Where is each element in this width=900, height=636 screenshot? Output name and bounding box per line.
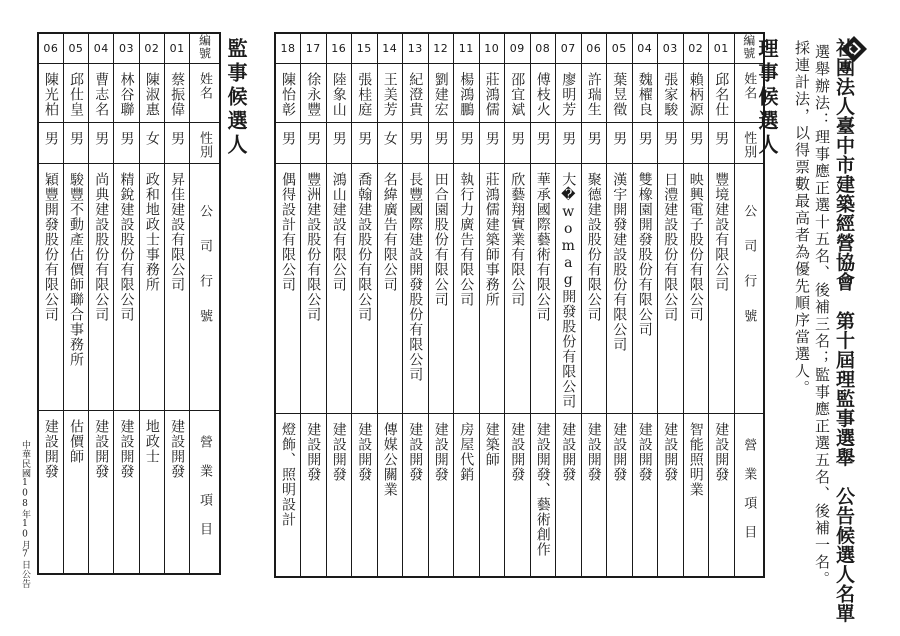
candidate-number: 06 [581,33,607,64]
candidate-name-cell [63,64,88,123]
candidate-name: 徐永豐 [305,72,322,117]
candidate-number: 17 [301,33,327,64]
candidate-company: 聚德建設股份有限公司 [585,172,602,322]
candidate-name-cell [164,64,189,123]
header-business: 營業項目 [197,435,213,551]
candidate-business-cell [89,411,114,575]
candidate-name: 陳怡彰 [280,72,296,117]
candidate-name: 曹志名 [93,72,110,117]
candidate-business-cell [377,414,403,578]
number-row [275,33,764,64]
candidate-business: 建設開發 [118,419,135,479]
candidate-company-cell [632,164,658,414]
candidate-business-cell [63,411,88,575]
candidate-company: 偶得設計有限公司 [280,172,296,292]
candidate-company: 映興電子股份有限公司 [687,172,704,322]
candidate-business-cell [454,414,480,578]
header-gender: 性別 [197,131,213,159]
candidate-business-cell [683,414,709,578]
candidate-company-cell [658,164,684,414]
candidate-business: 智能照明業 [687,422,704,497]
candidate-gender: 男 [585,131,602,146]
candidate-company-cell [428,164,454,414]
candidate-company: 日澧建設股份有限公司 [662,172,679,322]
candidate-number: 08 [530,33,556,64]
candidate-business-cell [139,411,164,575]
candidate-name: 傅枝火 [534,72,551,117]
candidate-company: 鴻山建設有限公司 [330,172,347,292]
candidate-number: 10 [479,33,505,64]
candidate-name: 林谷聯 [118,72,135,117]
candidate-company-cell [114,164,139,411]
candidate-gender: 男 [67,131,84,146]
candidate-company-cell [403,164,429,414]
candidate-gender-cell [709,123,735,164]
header-company: 公司行號 [741,204,757,344]
header-name-cell [734,64,764,123]
director-candidates-table [274,32,765,578]
name-row [38,64,220,123]
candidate-company: 漢宇開發建設股份有限公司 [611,172,628,352]
name-row [275,64,764,123]
candidate-gender: 男 [509,131,526,146]
candidate-business: 建設開發 [636,422,653,482]
candidate-company: 政和地政士事務所 [143,172,160,292]
candidate-business: 建築師 [483,422,500,467]
candidate-gender-cell [139,123,164,164]
candidate-number: 12 [428,33,454,64]
candidate-business: 建設開發 [560,422,577,482]
candidate-business: 傳媒公關業 [381,422,398,497]
candidate-name: 劉建宏 [432,72,449,117]
candidate-number: 06 [38,33,63,64]
candidate-business: 建設開發 [93,419,110,479]
candidate-name-cell [403,64,429,123]
candidate-gender: 男 [118,131,135,146]
candidate-gender: 男 [534,131,551,146]
header-company: 公司行號 [197,204,213,344]
candidate-company: 豐境建設有限公司 [713,172,730,292]
candidate-name: 莊鴻儒 [483,72,500,117]
candidate-company: 駿豐不動產估價師聯合事務所 [67,172,84,367]
candidate-number: 01 [164,33,189,64]
candidate-business: 地政士 [143,419,160,464]
candidate-company-cell [479,164,505,414]
candidate-business: 建設開發 [611,422,628,482]
candidate-company: 長豐國際建設開發股份有限公司 [407,172,424,382]
candidate-business: 建設開發 [42,419,59,479]
election-rules-line-2: 採連計法，以得票數最高者為優先順序當選人。 [793,40,811,397]
candidate-name: 蔡振偉 [169,72,186,117]
candidate-name: 張家駿 [662,72,679,117]
candidate-company-cell [581,164,607,414]
candidate-number: 14 [377,33,403,64]
candidate-name: 賴柄源 [687,72,704,117]
candidate-business-cell [581,414,607,578]
candidate-number: 13 [403,33,429,64]
candidate-name: 邵宜斌 [509,72,526,117]
candidate-company: 執行力廣告有限公司 [458,172,475,307]
supervisor-candidates-table [37,32,221,575]
candidate-business: 建設開發 [169,419,186,479]
candidate-company-cell [63,164,88,411]
candidate-business: 建設開發 [509,422,526,482]
announcement-date: 中華民國108年10月7日公告 [20,440,30,589]
candidate-name: 王美芳 [381,72,398,117]
header-name: 姓名 [741,72,757,100]
candidate-number: 01 [709,33,735,64]
header-number-cell [190,33,220,64]
candidate-gender: 男 [280,131,296,146]
candidate-business: 燈飾、照明設計 [280,422,296,527]
director-candidates-heading: 理事候選人 [755,38,779,158]
candidate-gender-cell [581,123,607,164]
candidate-company: 精銳建設股份有限公司 [118,172,135,322]
candidate-business-cell [530,414,556,578]
business-row [275,414,764,578]
candidate-name: 陸象山 [330,72,347,117]
candidate-company-cell [607,164,633,414]
candidate-gender-cell [505,123,531,164]
candidate-name-cell [658,64,684,123]
candidate-gender-cell [556,123,582,164]
candidate-business-cell [114,411,139,575]
candidate-name: 紀澄貴 [407,72,424,117]
candidate-business-cell [505,414,531,578]
candidate-business: 估價師 [67,419,84,464]
candidate-company-cell [556,164,582,414]
candidate-company-cell [352,164,378,414]
candidate-name-cell [139,64,164,123]
candidate-gender: 男 [636,131,653,146]
candidate-gender: 男 [483,131,500,146]
candidate-name-cell [709,64,735,123]
candidate-business: 建設開發 [585,422,602,482]
candidate-name-cell [632,64,658,123]
candidate-name-cell [683,64,709,123]
candidate-number: 15 [352,33,378,64]
candidate-business: 建設開發 [432,422,449,482]
candidate-number: 18 [275,33,301,64]
candidate-company: 尚典建設股份有限公司 [93,172,110,322]
candidate-business-cell [632,414,658,578]
header-number: 編號 [741,34,756,60]
candidate-company: 大�womag開發股份有限公司 [560,172,577,409]
candidate-company: 田合園股份有限公司 [432,172,449,307]
candidate-gender: 女 [381,131,398,146]
candidate-gender-cell [683,123,709,164]
candidate-name-cell [479,64,505,123]
candidate-company-cell [275,164,301,414]
candidate-name: 陳光柏 [42,72,59,117]
candidate-gender-cell [89,123,114,164]
candidate-gender-cell [114,123,139,164]
candidate-gender: 女 [143,131,160,146]
candidate-gender-cell [275,123,301,164]
candidate-gender-cell [377,123,403,164]
candidate-number: 04 [89,33,114,64]
candidate-name: 陳淑惠 [143,72,160,117]
candidate-gender: 男 [169,131,186,146]
candidate-gender-cell [352,123,378,164]
candidate-number: 11 [454,33,480,64]
header-name-cell [190,64,220,123]
candidate-name-cell [505,64,531,123]
candidate-name-cell [428,64,454,123]
candidate-name-cell [556,64,582,123]
candidate-business-cell [658,414,684,578]
candidate-gender-cell [326,123,352,164]
candidate-business-cell [709,414,735,578]
candidate-gender-cell [632,123,658,164]
candidate-gender: 男 [305,131,322,146]
candidate-gender: 男 [560,131,577,146]
candidate-company-cell [38,164,63,411]
candidate-gender: 男 [93,131,110,146]
gender-row [38,123,220,164]
candidate-name: 邱名仕 [713,72,730,117]
candidate-number: 07 [556,33,582,64]
candidate-gender-cell [607,123,633,164]
candidate-name-cell [454,64,480,123]
candidate-name: 葉昱徵 [611,72,628,117]
candidate-business: 建設開發 [305,422,322,482]
candidate-name-cell [89,64,114,123]
header-name: 姓名 [197,72,213,100]
candidate-gender-cell [38,123,63,164]
candidate-gender: 男 [42,131,59,146]
candidate-number: 03 [114,33,139,64]
number-row [38,33,220,64]
candidate-name: 廖明芳 [560,72,577,117]
candidate-company-cell [326,164,352,414]
company-row [275,164,764,414]
supervisor-candidates-heading: 監事候選人 [224,38,248,158]
candidate-company-cell [89,164,114,411]
candidate-gender: 男 [407,131,424,146]
header-number: 編號 [197,34,212,60]
candidate-name-cell [581,64,607,123]
candidate-gender-cell [530,123,556,164]
candidate-gender-cell [403,123,429,164]
candidate-name-cell [38,64,63,123]
candidate-company-cell [377,164,403,414]
candidate-company-cell [683,164,709,414]
candidate-business: 建設開發 [407,422,424,482]
candidate-number: 03 [658,33,684,64]
header-gender-cell [734,123,764,164]
candidate-gender-cell [301,123,327,164]
candidate-number: 05 [607,33,633,64]
header-company-cell [190,164,220,411]
candidate-gender-cell [428,123,454,164]
header-business-cell [190,411,220,575]
candidate-gender: 男 [458,131,475,146]
header-number-cell [734,33,764,64]
header-business: 營業項目 [741,438,757,554]
candidate-business-cell [352,414,378,578]
candidate-business: 建設開發 [713,422,730,482]
candidate-number: 09 [505,33,531,64]
candidate-gender: 男 [611,131,628,146]
candidate-company-cell [139,164,164,411]
candidate-number: 02 [139,33,164,64]
candidate-name: 邱仕皇 [67,72,84,117]
candidate-gender: 男 [356,131,373,146]
gender-row [275,123,764,164]
candidate-company-cell [454,164,480,414]
candidate-company: 華承國際藝術有限公司 [534,172,551,322]
header-company-cell [734,164,764,414]
candidate-company-cell [164,164,189,411]
candidate-company-cell [709,164,735,414]
candidate-business-cell [275,414,301,578]
candidate-number: 02 [683,33,709,64]
candidate-business: 建設開發 [330,422,347,482]
company-row [38,164,220,411]
candidate-gender-cell [164,123,189,164]
header-gender: 性別 [741,131,757,159]
candidate-business-cell [607,414,633,578]
candidate-name-cell [607,64,633,123]
election-rules-line-1: 選舉辦法：理事應正選十五名、後補三名；監事應正選五名、後補一名。 [813,44,831,588]
candidate-gender-cell [63,123,88,164]
candidate-gender-cell [454,123,480,164]
candidate-name-cell [275,64,301,123]
candidate-gender-cell [658,123,684,164]
candidate-name-cell [377,64,403,123]
candidate-business-cell [403,414,429,578]
business-row [38,411,220,575]
candidate-business-cell [428,414,454,578]
candidate-company: 欣藝翔實業有限公司 [509,172,526,307]
candidate-business: 房屋代銷 [458,422,475,482]
candidate-gender-cell [479,123,505,164]
header-business-cell [734,414,764,578]
candidate-gender: 男 [687,131,704,146]
candidate-name-cell [301,64,327,123]
candidate-company: 昇佳建設有限公司 [169,172,186,292]
candidate-business-cell [479,414,505,578]
candidate-name: 魏櫂良 [636,72,653,117]
candidate-number: 04 [632,33,658,64]
candidate-gender: 男 [662,131,679,146]
candidate-business: 建設開發 [662,422,679,482]
candidate-company: 名緯廣告有限公司 [381,172,398,292]
candidate-number: 05 [63,33,88,64]
candidate-name-cell [530,64,556,123]
candidate-name-cell [352,64,378,123]
candidate-gender: 男 [713,131,730,146]
candidate-business: 建設開發、藝術創作 [534,422,551,557]
candidate-company-cell [530,164,556,414]
candidate-name: 張桂庭 [356,72,373,117]
candidate-number: 16 [326,33,352,64]
candidate-business-cell [38,411,63,575]
candidate-name: 許瑞生 [585,72,602,117]
candidate-company-cell [301,164,327,414]
candidate-business-cell [301,414,327,578]
candidate-company-cell [505,164,531,414]
announcement-title: 社團法人臺中市建築經營協會 第十屆理監事選舉 公告候選人名單 [833,38,855,623]
candidate-gender: 男 [432,131,449,146]
candidate-business-cell [164,411,189,575]
candidate-company: 莊鴻儒建築師事務所 [483,172,500,307]
candidate-name-cell [326,64,352,123]
candidate-name-cell [114,64,139,123]
candidate-company: 穎豐開發股份有限公司 [42,172,59,322]
candidate-business-cell [556,414,582,578]
candidate-business-cell [326,414,352,578]
header-gender-cell [190,123,220,164]
candidate-company: 豐洲建設股份有限公司 [305,172,322,322]
candidate-company: 雙橡園開發股份有限公司 [636,172,653,337]
candidate-company: 喬翰建設股份有限公司 [356,172,373,322]
candidate-business: 建設開發 [356,422,373,482]
candidate-name: 楊鴻鵬 [458,72,475,117]
candidate-gender: 男 [330,131,347,146]
